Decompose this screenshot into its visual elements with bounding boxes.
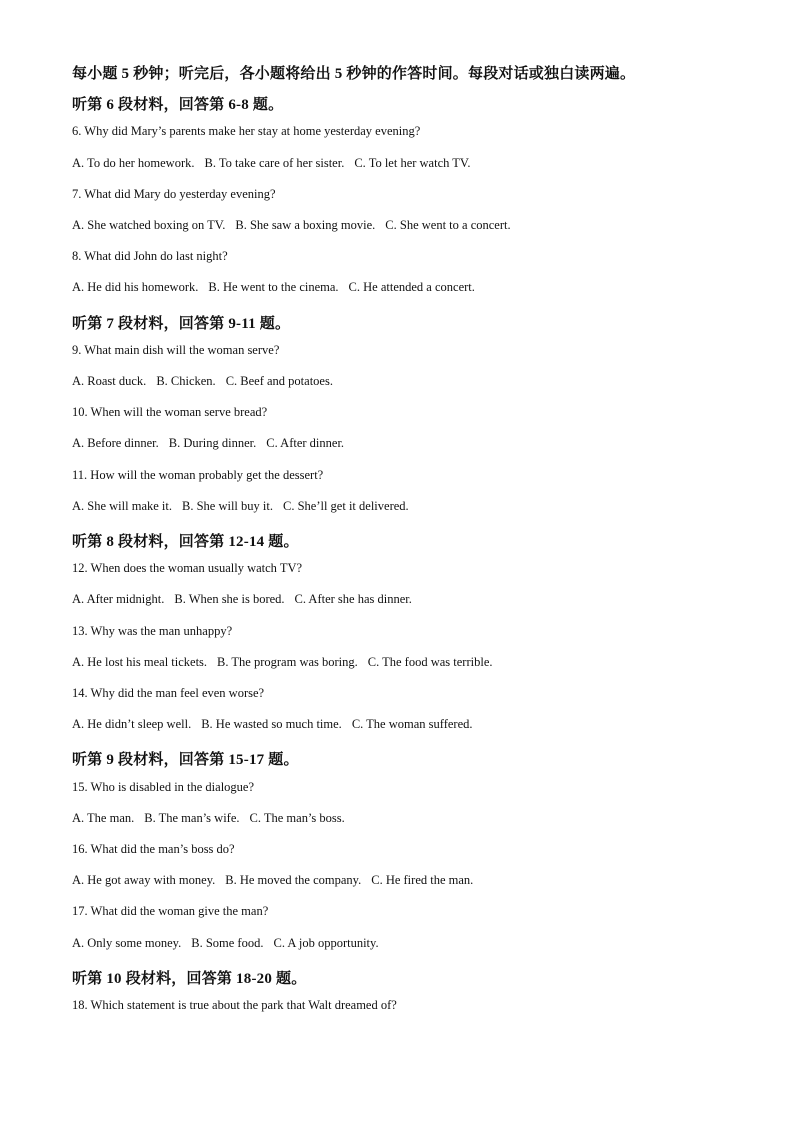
option-a: A. Before dinner. [72,436,159,451]
option-b: B. She saw a boxing movie. [235,218,376,232]
option-a: A. The man. [72,810,135,825]
option-a: A. She will make it. [72,498,172,513]
option-b: B. Chicken. [156,374,216,388]
option-c: C. The man’s boss. [249,810,345,825]
option-b: B. When she is bored. [174,592,285,607]
option-c: C. He fired the man. [371,873,474,888]
section-heading: 听第 8 段材料，回答第 12-14 题。 [72,534,299,550]
option-a: A. After midnight. [72,592,165,607]
question-text: 11. How will the woman probably get the dessert? [72,467,324,482]
answer-options [72,811,355,826]
question-text: 7. What did Mary do yesterday evening? [72,186,276,201]
option-b: B. He wasted so much time. [201,717,342,732]
option-a: A. He got away with money. [72,873,216,888]
option-a: A. Only some money. [72,935,182,950]
option-c: C. He attended a concert. [348,280,475,295]
option-a: A. He lost his meal tickets. [72,654,208,669]
option-a: A. Roast duck. [72,374,147,388]
option-c: C. She went to a concert. [385,218,511,232]
option-a: A. She watched boxing on TV. [72,218,226,232]
option-c: C. To let her watch TV. [354,155,471,170]
question-text: 16. What did the man’s boss do? [72,842,235,856]
answer-options [72,436,354,451]
section-heading: 听第 9 段材料，回答第 15-17 题。 [72,752,299,769]
option-a: A. He didn’t sleep well. [72,717,192,732]
question-text: 15. Who is disabled in the dialogue? [72,779,255,794]
answer-options [72,655,503,670]
option-c: C. The woman suffered. [351,717,473,732]
answer-options [72,936,389,951]
option-b: B. The program was boring. [217,654,358,669]
option-c: C. After dinner. [266,436,345,451]
option-c: C. She’ll get it delivered. [282,498,409,513]
option-b: B. Some food. [191,935,264,950]
question-text: 13. Why was the man unhappy? [72,623,233,638]
option-b: B. She will buy it. [182,498,273,513]
option-b: B. He moved the company. [225,873,362,888]
answer-options [72,592,422,607]
option-a: A. He did his homework. [72,280,199,295]
option-b: B. The man’s wife. [144,810,240,825]
question-text: 9. What main dish will the woman serve? [72,342,280,357]
answer-options [72,280,485,295]
option-b: B. He went to the cinema. [208,280,339,295]
section-heading: 听第 7 段材料，回答第 9-11 题。 [72,315,291,332]
section-heading: 听第 6 段材料，回答第 6-8 题。 [72,97,284,114]
option-c: C. A job opportunity. [273,935,379,950]
question-text: 18. Which statement is true about the park that Walt dreamed of? [72,998,397,1012]
option-c: C. Beef and potatoes. [225,374,333,388]
answer-options [72,499,419,514]
question-text: 6. Why did Mary’s parents make her stay at home yesterday evening? [72,124,421,139]
option-b: B. To take care of her sister. [204,155,345,170]
question-text: 17. What did the woman give the man? [72,904,269,919]
instructions-text: 每小题 5 秒钟；听完后，各小题将给出 5 秒钟的作答时间。每段对话或独白读两遍。 [72,66,636,82]
answer-options [72,374,343,389]
option-b: B. During dinner. [168,436,257,451]
answer-options [72,156,480,171]
option-c: C. The food was terrible. [367,654,493,669]
question-text: 8. What did John do last night? [72,249,228,264]
option-c: C. After she has dinner. [294,592,412,607]
section-heading: 听第 10 段材料，回答第 18-20 题。 [72,970,307,987]
option-a: A. To do her homework. [72,155,195,170]
answer-options [72,717,483,732]
question-text: 12. When does the woman usually watch TV? [72,561,303,576]
answer-options [72,873,483,888]
question-text: 10. When will the woman serve bread? [72,405,268,420]
question-text: 14. Why did the man feel even worse? [72,686,265,700]
answer-options [72,218,521,233]
